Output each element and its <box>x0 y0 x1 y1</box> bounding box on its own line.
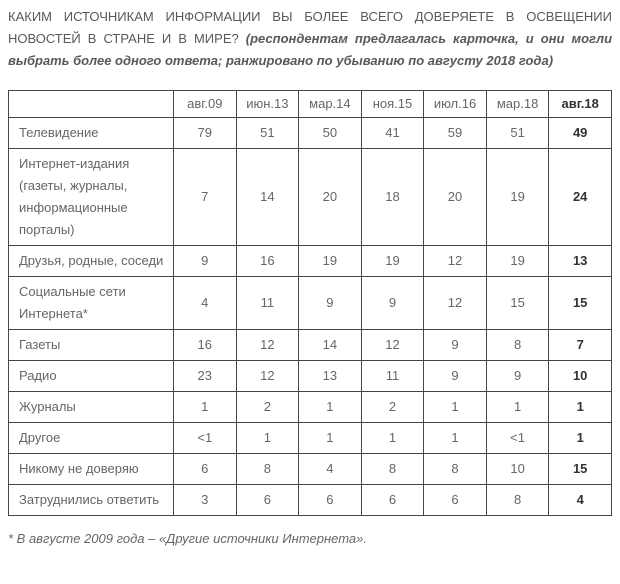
header-row <box>9 91 612 118</box>
value-cell: <1 <box>486 423 549 454</box>
row-label: Интернет-издания (газеты, журналы, информационные порталы) <box>9 149 174 246</box>
value-cell: 13 <box>299 361 362 392</box>
value-cell: 19 <box>486 246 549 277</box>
value-cell: 3 <box>174 485 237 516</box>
value-cell: 19 <box>486 149 549 246</box>
value-cell: 6 <box>424 485 487 516</box>
value-cell: 19 <box>361 246 424 277</box>
value-cell: 9 <box>174 246 237 277</box>
value-cell: 1 <box>549 392 612 423</box>
row-label: Другое <box>9 423 174 454</box>
value-cell: 18 <box>361 149 424 246</box>
value-cell: 12 <box>424 277 487 330</box>
value-cell: 51 <box>486 118 549 149</box>
value-cell: 8 <box>236 454 299 485</box>
question-text: КАКИМ ИСТОЧНИКАМ ИНФОРМАЦИИ ВЫ БОЛЕЕ ВСЕГО ДОВЕРЯЕТЕ В ОСВЕЩЕНИИ НОВОСТЕЙ В СТРАНЕ И В МИРЕ? <box>8 9 612 46</box>
trust-sources-table <box>8 90 612 516</box>
value-cell: 15 <box>549 454 612 485</box>
value-cell: 1 <box>424 423 487 454</box>
value-cell: 8 <box>486 485 549 516</box>
value-cell: 9 <box>486 361 549 392</box>
value-cell: 10 <box>486 454 549 485</box>
value-cell: 50 <box>299 118 362 149</box>
table-header <box>9 91 612 118</box>
row-label: Затруднились ответить <box>9 485 174 516</box>
value-cell: 9 <box>424 361 487 392</box>
value-cell: 6 <box>174 454 237 485</box>
table-body <box>9 118 612 516</box>
value-cell: 4 <box>299 454 362 485</box>
table-row <box>9 361 612 392</box>
column-header: авг.09 <box>174 91 237 118</box>
table-row <box>9 118 612 149</box>
column-header: мар.14 <box>299 91 362 118</box>
value-cell: 4 <box>549 485 612 516</box>
value-cell: 20 <box>424 149 487 246</box>
row-label: Газеты <box>9 330 174 361</box>
value-cell: 51 <box>236 118 299 149</box>
column-header: ноя.15 <box>361 91 424 118</box>
value-cell: 2 <box>361 392 424 423</box>
table-row <box>9 277 612 330</box>
table-row <box>9 454 612 485</box>
value-cell: 8 <box>361 454 424 485</box>
row-label: Журналы <box>9 392 174 423</box>
value-cell: 20 <box>299 149 362 246</box>
value-cell: 7 <box>174 149 237 246</box>
value-cell: 79 <box>174 118 237 149</box>
value-cell: 41 <box>361 118 424 149</box>
table-row <box>9 392 612 423</box>
page-title <box>8 6 612 72</box>
value-cell: 9 <box>361 277 424 330</box>
value-cell: 6 <box>299 485 362 516</box>
column-header: июн.13 <box>236 91 299 118</box>
table-row <box>9 149 612 246</box>
table-row <box>9 330 612 361</box>
value-cell: 16 <box>236 246 299 277</box>
question-note: (респондентам предлагалась карточка, и они могли выбрать более одного ответа; ранжировано по убыванию по августу 2018 года) <box>8 31 613 68</box>
row-label: Никому не доверяю <box>9 454 174 485</box>
value-cell: 23 <box>174 361 237 392</box>
value-cell: 9 <box>424 330 487 361</box>
value-cell: 1 <box>424 392 487 423</box>
value-cell: 1 <box>174 392 237 423</box>
value-cell: 6 <box>361 485 424 516</box>
value-cell: 1 <box>486 392 549 423</box>
table-row <box>9 246 612 277</box>
value-cell: 12 <box>236 330 299 361</box>
value-cell: 9 <box>299 277 362 330</box>
column-header: авг.18 <box>549 91 612 118</box>
table-row <box>9 423 612 454</box>
value-cell: 14 <box>236 149 299 246</box>
value-cell: 14 <box>299 330 362 361</box>
value-cell: 13 <box>549 246 612 277</box>
table-row <box>9 485 612 516</box>
value-cell: 24 <box>549 149 612 246</box>
value-cell: 11 <box>236 277 299 330</box>
value-cell: 15 <box>549 277 612 330</box>
value-cell: 11 <box>361 361 424 392</box>
value-cell: 19 <box>299 246 362 277</box>
row-label: Радио <box>9 361 174 392</box>
value-cell: 1 <box>299 392 362 423</box>
value-cell: 8 <box>424 454 487 485</box>
value-cell: 59 <box>424 118 487 149</box>
value-cell: 10 <box>549 361 612 392</box>
row-label: Социальные сети Интернета* <box>9 277 174 330</box>
row-label: Телевидение <box>9 118 174 149</box>
value-cell: 49 <box>549 118 612 149</box>
value-cell: 1 <box>361 423 424 454</box>
value-cell: 12 <box>424 246 487 277</box>
value-cell: 6 <box>236 485 299 516</box>
value-cell: 8 <box>486 330 549 361</box>
column-header: июл.16 <box>424 91 487 118</box>
value-cell: 15 <box>486 277 549 330</box>
footnote: * В августе 2009 года – «Другие источники Интернета». <box>8 531 367 546</box>
row-label: Друзья, родные, соседи <box>9 246 174 277</box>
value-cell: 1 <box>299 423 362 454</box>
value-cell: 1 <box>549 423 612 454</box>
value-cell: 16 <box>174 330 237 361</box>
value-cell: 12 <box>361 330 424 361</box>
value-cell: 7 <box>549 330 612 361</box>
value-cell: 2 <box>236 392 299 423</box>
value-cell: <1 <box>174 423 237 454</box>
column-header: мар.18 <box>486 91 549 118</box>
corner-cell <box>9 91 174 118</box>
value-cell: 12 <box>236 361 299 392</box>
value-cell: 1 <box>236 423 299 454</box>
value-cell: 4 <box>174 277 237 330</box>
